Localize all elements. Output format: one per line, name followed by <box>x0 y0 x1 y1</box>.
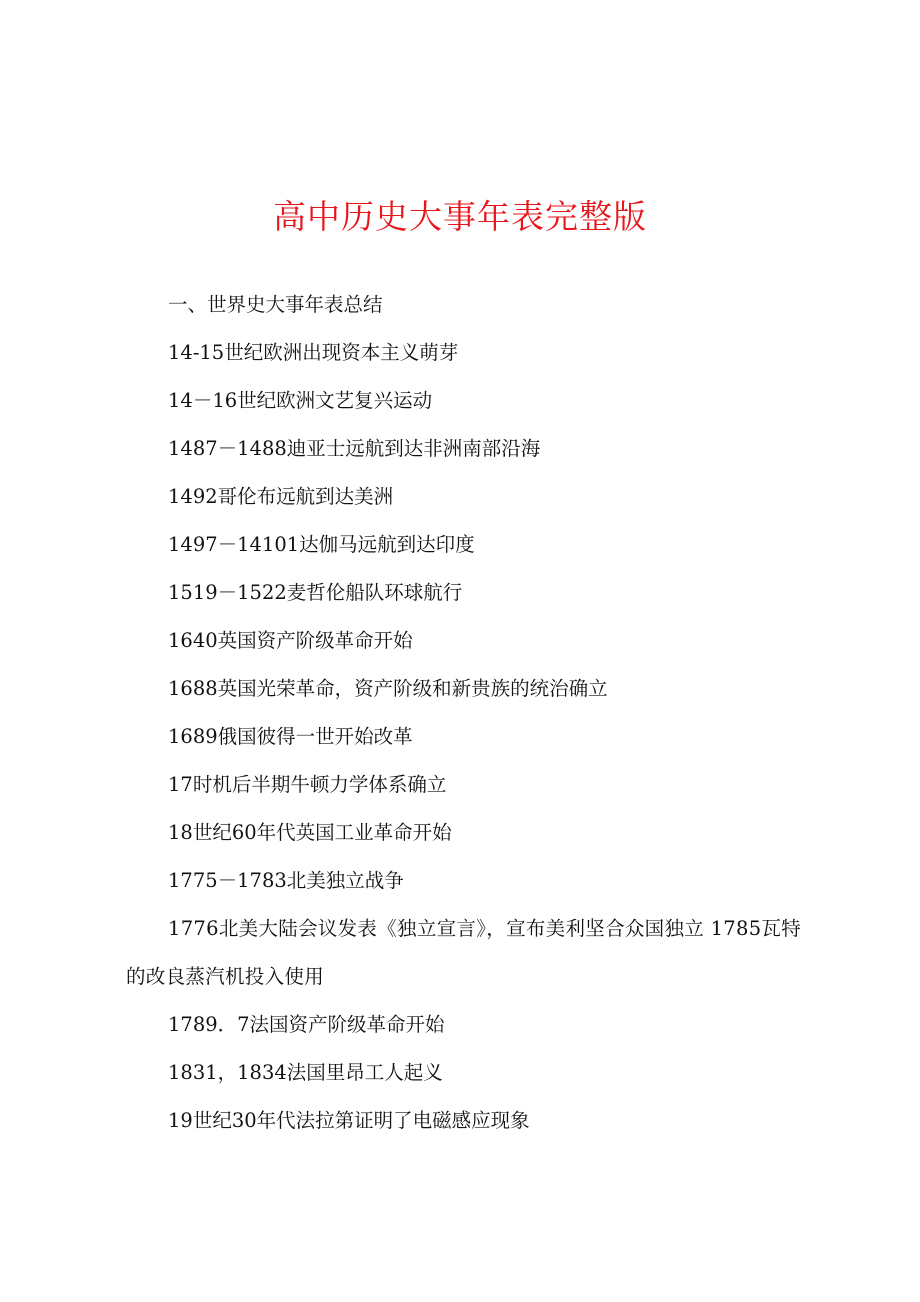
document-title: 高中历史大事年表完整版 <box>273 197 647 236</box>
timeline-entry: 18世纪60年代英国工业革命开始 <box>168 821 452 844</box>
timeline-entry: 14-15世纪欧洲出现资本主义萌芽 <box>168 341 459 364</box>
timeline-entry: 1497－14101达伽马远航到达印度 <box>168 533 475 556</box>
timeline-entry: 1492哥伦布远航到达美洲 <box>168 485 394 508</box>
timeline-entry: 1776北美大陆会议发表《独立宣言》，宣布美利坚合众国独立 1785瓦特的改良蒸汽机投入使用 <box>126 917 802 988</box>
timeline-entry: 1831，1834法国里昂工人起义 <box>168 1061 443 1084</box>
timeline-entry: 1487－1488迪亚士远航到达非洲南部沿海 <box>168 437 541 460</box>
timeline-entry: 1689俄国彼得一世开始改革 <box>168 725 413 748</box>
timeline-entry: 1640英国资产阶级革命开始 <box>168 629 413 652</box>
section-heading: 一、世界史大事年表总结 <box>168 293 383 316</box>
timeline-entry: 17时机后半期牛顿力学体系确立 <box>168 773 447 796</box>
document-body <box>126 281 806 1145</box>
timeline-entry: 19世纪30年代法拉第证明了电磁感应现象 <box>168 1109 530 1132</box>
timeline-entry: 1789．7法国资产阶级革命开始 <box>168 1013 445 1036</box>
timeline-entry: 14－16世纪欧洲文艺复兴运动 <box>168 389 433 412</box>
timeline-entry: 1688英国光荣革命，资产阶级和新贵族的统治确立 <box>168 677 608 700</box>
timeline-entry: 1519－1522麦哲伦船队环球航行 <box>168 581 463 604</box>
timeline-entry: 1775－1783北美独立战争 <box>168 869 404 892</box>
